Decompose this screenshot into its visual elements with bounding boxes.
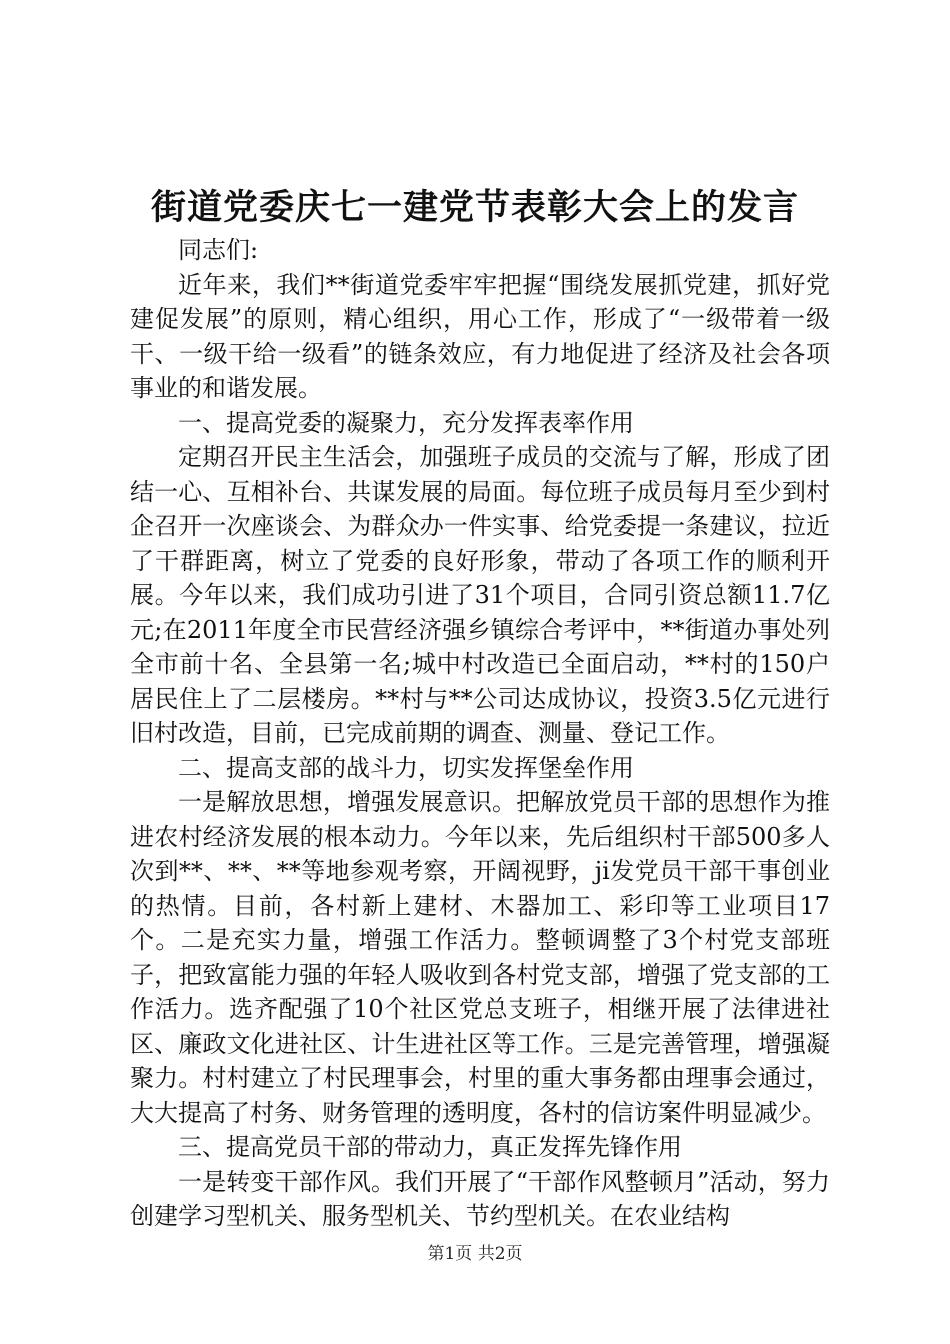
section-3-paragraph: 一是转变干部作风。我们开展了“干部作风整顿月”活动，努力创建学习型机关、服务型机关、节约型机关。在农业结构 [130,1167,830,1230]
section-2-paragraph: 一是解放思想，增强发展意识。把解放党员干部的思想作为推进农村经济发展的根本动力。今年以来，先后组织村干部500多人次到**、**、**等地参观考察，开阔视野，ji发党员干部干事创业的热情。目前，各村新上建材、木器加工、彩印等工业项目17个。二是充实力量，增强工作活力。整顿调整了3个村党支部班子，把致富能力强的年轻人吸收到各村党支部，增强了党支部的工作活力。选齐配强了10个社区党总支班子，相继开展了法律进社区、廉政文化进社区、计生进社区等工作。三是完善管理，增强凝聚力。村村建立了村民理事会，村里的重大事务都由理事会通过，大大提高了村务、财务管理的透明度，各村的信访案件明显减少。 [130,788,830,1127]
intro-paragraph: 近年来，我们**街道党委牢牢把握“围绕发展抓党建，抓好党建促发展”的原则，精心组织，用心工作，形成了“一级带着一级干、一级干给一级看”的链条效应，有力地促进了经济及社会各项事业的和谐发展。 [130,270,830,402]
section-heading-2: 二、提高支部的战斗力，切实发挥堡垒作用 [178,753,634,782]
salutation-paragraph: 同志们: [178,236,259,264]
page-number-footer: 第1页 共2页 [427,1244,523,1264]
section-1-paragraph: 定期召开民主生活会，加强班子成员的交流与了解，形成了团结一心、互相补台、共谋发展的局面。每位班子成员每月至少到村企召开一次座谈会、为群众办一件实事、给党委提一条建议，拉近了干群距离，树立了党委的良好形象，带动了各项工作的顺利开展。今年以来，我们成功引进了31个项目，合同引资总额11.7亿元;在2011年度全市民营经济强乡镇综合考评中，**街道办事处列全市前十名、全县第一名;城中村改造已全面启动，**村的150户居民住上了二层楼房。**村与**公司达成协议，投资3.5亿元进行旧村改造，目前，已完成前期的调查、测量、登记工作。 [130,443,830,747]
section-heading-3: 三、提高党员干部的带动力，真正发挥先锋作用 [178,1133,682,1161]
document-body [130,233,830,1234]
document-title: 街道党委庆七一建党节表彰大会上的发言 [150,187,799,228]
section-heading-1: 一、提高党委的凝聚力，充分发挥表率作用 [178,408,634,437]
